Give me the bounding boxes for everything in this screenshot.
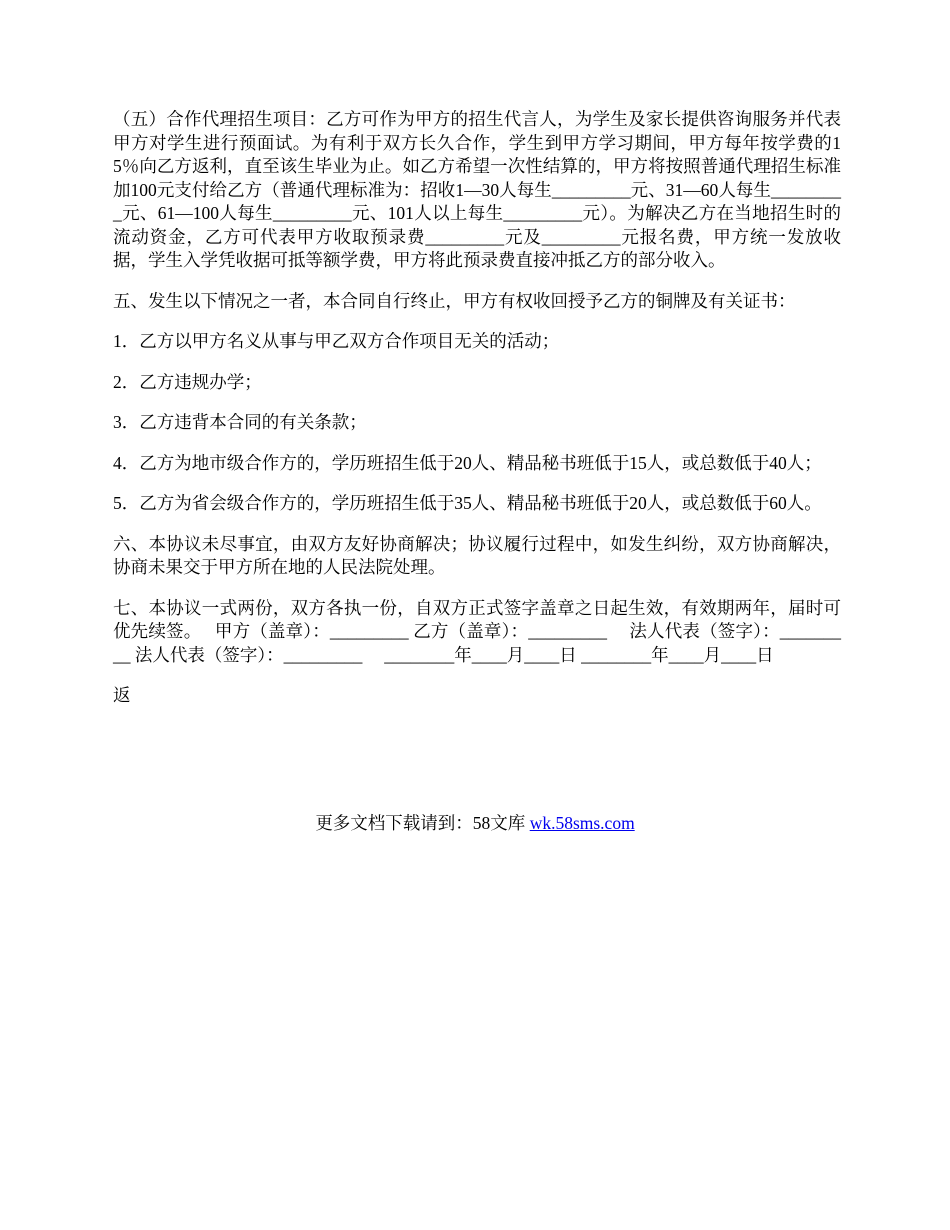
footer-link[interactable]: wk.58sms.com (529, 813, 635, 833)
paragraph-termination-item-1: 1．乙方以甲方名义从事与甲乙双方合作项目无关的活动； (113, 331, 560, 351)
paragraph-termination-item-4: 4．乙方为地市级合作方的，学历班招生低于20人、精品秘书班低于15人，或总数低于40人； (113, 452, 822, 473)
paragraph-cooperation-agency: （五）合作代理招生项目：乙方可作为甲方的招生代言人，为学生及家长提供咨询服务并代表甲方对学生进行预面试。为有利于双方长久合作，学生到甲方学习期间，甲方每年按学费的15％向乙方返利，直至该生毕业为止。如乙方希望一次性结算的，甲方将按照普通代理招生标准加100元支付给乙方（普通代理标准为：招收1—30人每生_________元、31—60人每生_________元、61—100人每生_________元、101人以上每生_________元）。为解决乙方在当地招生时的流动资金，乙方可代表甲方收取预录费_________元及_________元报名费，甲方统一发放收据，学生入学凭收据可抵等额学费，甲方将此预录费直接冲抵乙方的部分收入。 (113, 109, 841, 270)
paragraph-dispute-resolution: 六、本协议未尽事宜，由双方友好协商解决；协议履行过程中，如发生纠纷，双方协商解决，协商未果交于甲方所在地的人民法院处理。 (113, 533, 841, 577)
document-body (113, 108, 841, 725)
paragraph-termination-item-3: 3．乙方违背本合同的有关条款； (113, 412, 367, 432)
paragraph-signatures: 七、本协议一式两份，双方各执一份，自双方正式签字盖章之日起生效，有效期两年，届时可优先续签。 甲方（盖章）：_________ 乙方（盖章）：_________ 法人代表（签字）：_________ 法人代表（签字）：_________ ________年____月____日 ________年____月____日 (113, 597, 841, 665)
download-footer (0, 812, 950, 835)
paragraph-termination-item-2: 2．乙方违规办学； (113, 371, 262, 392)
paragraph-return: 返 (113, 685, 131, 705)
paragraph-termination-heading: 五、发生以下情况之一者，本合同自行终止，甲方有权收回授予乙方的铜牌及有关证书： (113, 290, 796, 311)
footer-prefix: 更多文档下载请到：58文库 (315, 813, 530, 833)
paragraph-termination-item-5: 5．乙方为省会级合作方的，学历班招生低于35人、精品秘书班低于20人，或总数低于60人。 (113, 493, 822, 513)
